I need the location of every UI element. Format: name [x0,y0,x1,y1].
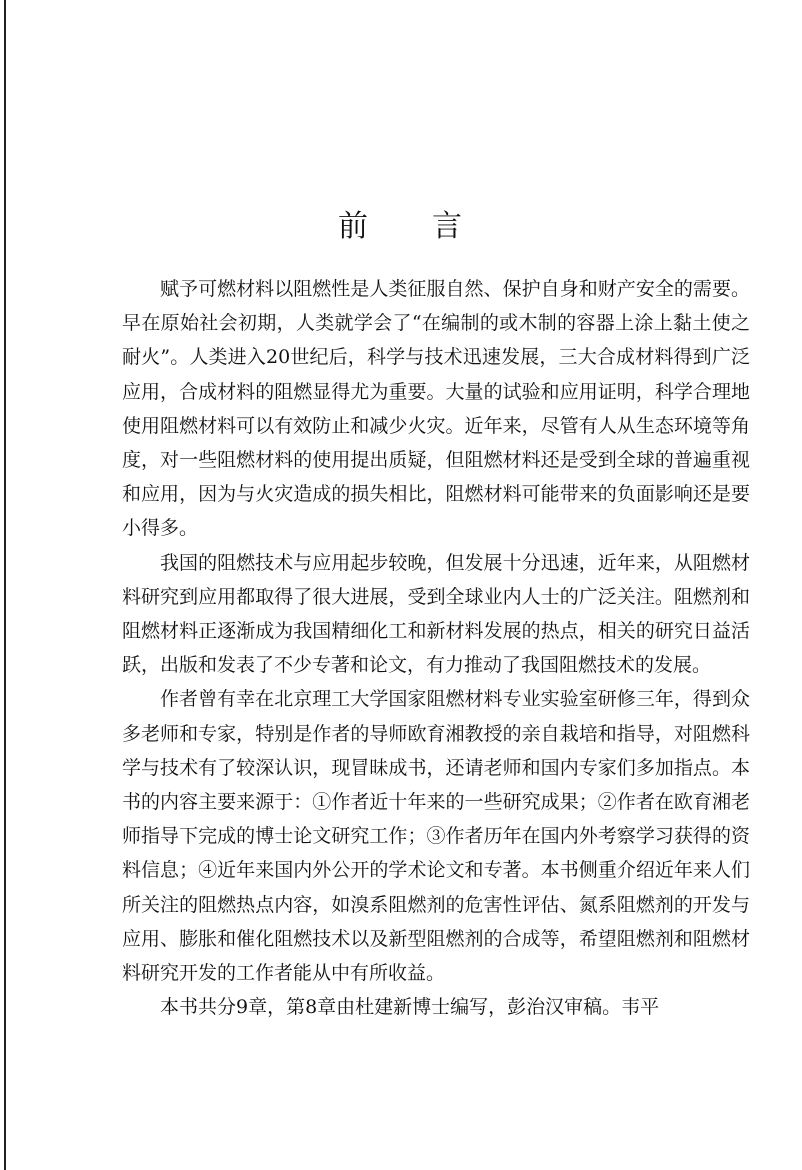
paragraph-1: 赋予可燃材料以阻燃性是人类征服自然、保护自身和财产安全的需要。早在原始社会初期，人类就学会了“在编制的或木制的容器上涂上黏土使之耐火”。人类进入20世纪后，科学与技术迅速发展，三大合成材料得到广泛应用，合成材料的阻燃显得尤为重要。大量的试验和应用证明，科学合理地使用阻燃材料可以有效防止和减少火灾。近年来，尽管有人从生态环境等角度，对一些阻燃材料的使用提出质疑，但阻燃材料还是受到全球的普遍重视和应用，因为与火灾造成的损失相比，阻燃材料可能带来的负面影响还是要小得多。 [122,278,750,540]
title-char-1: 前 [338,209,370,244]
title-char-2: 言 [432,209,464,244]
paragraph-4: 本书共分9章，第8章由杜建新博士编写，彭治汉审稿。韦平 [160,996,660,1019]
paragraph-3: 作者曾有幸在北京理工大学国家阻燃材料专业实验室研修三年，得到众多老师和专家，特别是作者的导师欧育湘教授的亲自栽培和指导，对阻燃科学与技术有了较深认识，现冒昧成书，还请老师和国内专家们多加指点。本书的内容主要来源于：①作者近十年来的一些研究成果；②作者在欧育湘老师指导下完成的博士论文研究工作；③作者历年在国内外考察学习获得的资料信息；④近年来国内外公开的学术论文和专著。本书侧重介绍近年来人们所关注的阻燃热点内容，如溴系阻燃剂的危害性评估、氮系阻燃剂的开发与应用、膨胀和催化阻燃技术以及新型阻燃剂的合成等，希望阻燃剂和阻燃材料研究开发的工作者能从中有所收益。 [122,688,750,985]
page-edge-rule [4,0,6,1170]
preface-body [122,272,750,1024]
paragraph-2: 我国的阻燃技术与应用起步较晚，但发展十分迅速，近年来，从阻燃材料研究到应用都取得了很大进展，受到全球业内人士的广泛关注。阻燃剂和阻燃材料正逐渐成为我国精细化工和新材料发展的热点，相关的研究日益活跃，出版和发表了不少专著和论文，有力推动了我国阻燃技术的发展。 [122,551,750,677]
page-title [0,207,802,247]
